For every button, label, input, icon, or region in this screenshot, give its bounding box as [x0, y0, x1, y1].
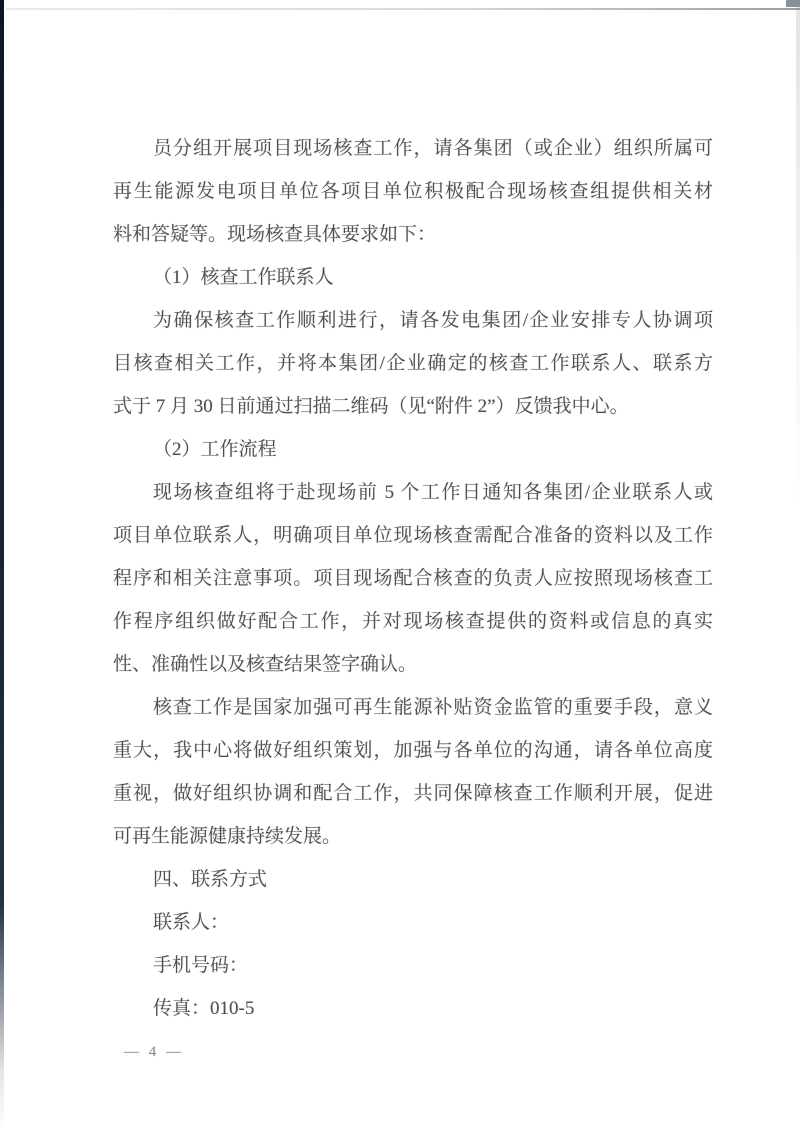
scan-left-edge: [0, 0, 4, 1130]
body-line: 项目单位联系人，明确项目单位现场核查需配合准备的资料以及工作: [113, 525, 713, 546]
body-line: 可再生能源健康持续发展。: [113, 826, 342, 847]
body-line: 目核查相关工作，并将本集团/企业确定的核查工作联系人、联系方: [113, 353, 713, 374]
body-line: 核查工作是国家加强可再生能源补贴资金监管的重要手段，意义: [153, 697, 713, 718]
section-heading-contact-info: 四、联系方式: [153, 869, 268, 890]
contact-fax-line: 传真：010-5: [153, 998, 255, 1019]
contact-mobile-line: 手机号码：: [153, 955, 249, 976]
subsection-heading-contact-person: （1）核查工作联系人: [153, 267, 334, 288]
scan-right-shadow: [796, 0, 800, 509]
body-line: 为确保核查工作顺利进行，请各发电集团/企业安排专人协调项: [153, 310, 713, 331]
body-line: 重视，做好组织协调和配合工作，共同保障核查工作顺利开展，促进: [113, 783, 713, 804]
subsection-heading-work-process: （2）工作流程: [153, 439, 277, 460]
body-line: 再生能源发电项目单位各项目单位积极配合现场核查组提供相关材: [113, 181, 713, 202]
document-body: [113, 127, 713, 1030]
body-line: 性、准确性以及核查结果签字确认。: [113, 654, 418, 675]
body-line: 作程序组织做好配合工作，并对现场核查提供的资料或信息的真实: [113, 611, 713, 632]
scan-top-line: [6, 8, 800, 10]
body-line: 式于 7 月 30 日前通过扫描二维码（见“附件 2”）反馈我中心。: [113, 396, 629, 417]
body-line: 员分组开展项目现场核查工作，请各集团（或企业）组织所属可: [153, 138, 713, 159]
page-number: — 4 —: [124, 1044, 184, 1060]
body-line: 重大，我中心将做好组织策划，加强与各单位的沟通，请各单位高度: [113, 740, 713, 761]
body-line: 料和答疑等。现场核查具体要求如下：: [113, 224, 437, 245]
body-line: 程序和相关注意事项。项目现场配合核查的负责人应按照现场核查工: [113, 568, 713, 589]
body-line: 现场核查组将于赴现场前 5 个工作日通知各集团/企业联系人或: [153, 482, 713, 503]
contact-person-line: 联系人：: [153, 912, 230, 933]
